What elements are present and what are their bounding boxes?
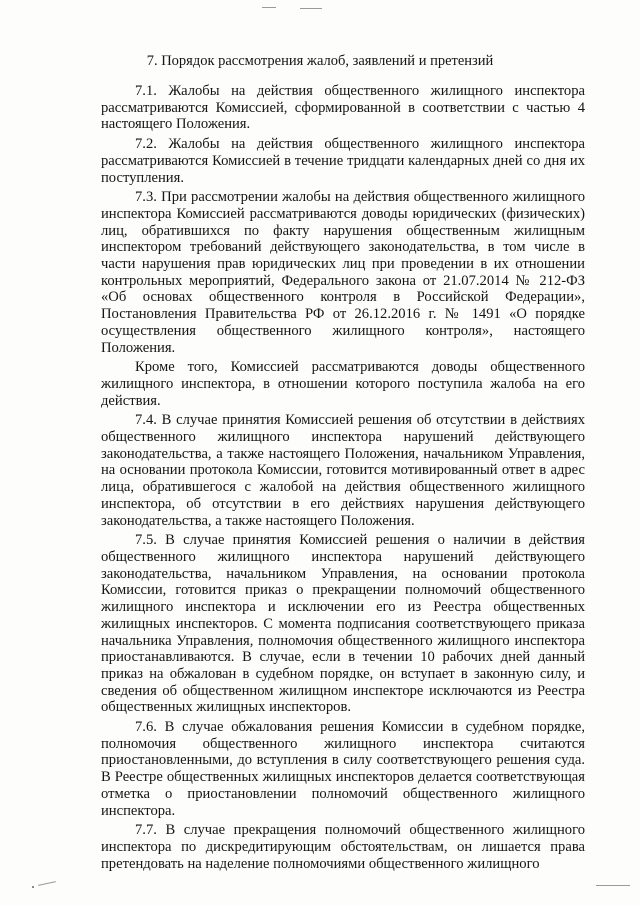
paragraph-7-4: 7.4. В случае принятия Комиссией решения об отсутствии в действиях общественного жилищного инспектора нарушений действующего законодательства, а также настоящего Положения, начальником Управления, на основании протокола Комиссии, готовится мотивированный ответ в адрес лица, обратившегося с жалобой на действия общественного жилищного инспектора, об отсутствии в его действиях нарушения действующего законодательства, а также настоящего Положения. — [101, 412, 585, 529]
scan-artifact-bottom-right — [596, 885, 630, 886]
scan-artifact-top — [262, 7, 276, 8]
document-body — [101, 83, 585, 872]
paragraph-7-3-continued: Кроме того, Комиссией рассматриваются доводы общественного жилищного инспектора, в отношении которого поступила жалоба на его действия. — [101, 359, 585, 409]
paragraph-7-1: 7.1. Жалобы на действия общественного жилищного инспектора рассматриваются Комиссией, сформированной в соответствии с частью 4 настоящего Положения. — [101, 83, 585, 133]
section-title: 7. Порядок рассмотрения жалоб, заявлений и претензий — [146, 53, 494, 69]
paragraph-7-7: 7.7. В случае прекращения полномочий общественного жилищного инспектора по дискредитирующим обстоятельствам, он лишается права претендовать на наделение полномочиями общественного жилищного — [101, 822, 585, 872]
scan-artifact-bottom-left — [32, 886, 34, 888]
paragraph-7-5: 7.5. В случае принятия Комиссией решения о наличии в действия общественного жилищного инспектора нарушений действующего законодательства, начальником Управления, на основании протокола Комиссии, готовится приказ о прекращении полномочий общественного жилищного инспектора и исключении его из Реестра общественных жилищных инспекторов. С момента подписания соответствующего приказа начальника Управления, полномочия общественного жилищного инспектора приостанавливаются. В случае, если в течении 10 рабочих дней данный приказ на обжалован в судебном порядке, он вступает в законную силу, и сведения об общественном жилищном инспекторе исключаются из Реестра общественных жилищных инспекторов. — [101, 532, 585, 716]
paragraph-7-2: 7.2. Жалобы на действия общественного жилищного инспектора рассматриваются Комиссией в течение тридцати календарных дней со дня их поступления. — [101, 136, 585, 186]
paragraph-7-3: 7.3. При рассмотрении жалобы на действия общественного жилищного инспектора Комиссией рассматриваются доводы юридических (физических) лиц, обратившихся по факту нарушения общественным жилищным инспектором требований действующего законодательства, в том числе в части нарушения прав юридических лиц при проведении в их отношении контрольных мероприятий, Федерального закона от 21.07.2014 № 212-ФЗ «Об основах общественного контроля в Российской Федерации», Постановления Правительства РФ от 26.12.2016 г. № 1491 «О порядке осуществления общественного жилищного контроля», настоящего Положения. — [101, 189, 585, 356]
scan-artifact-top — [300, 8, 322, 9]
scan-artifact-bottom-left — [38, 881, 56, 886]
paragraph-7-6: 7.6. В случае обжалования решения Комиссии в судебном порядке, полномочия общественного жилищного инспектора считаются приостановленными, до вступления в силу соответствующего решения суда. В Реестре общественных жилищных инспекторов делается соответствующая отметка о приостановлении полномочий общественного жилищного инспектора. — [101, 719, 585, 819]
